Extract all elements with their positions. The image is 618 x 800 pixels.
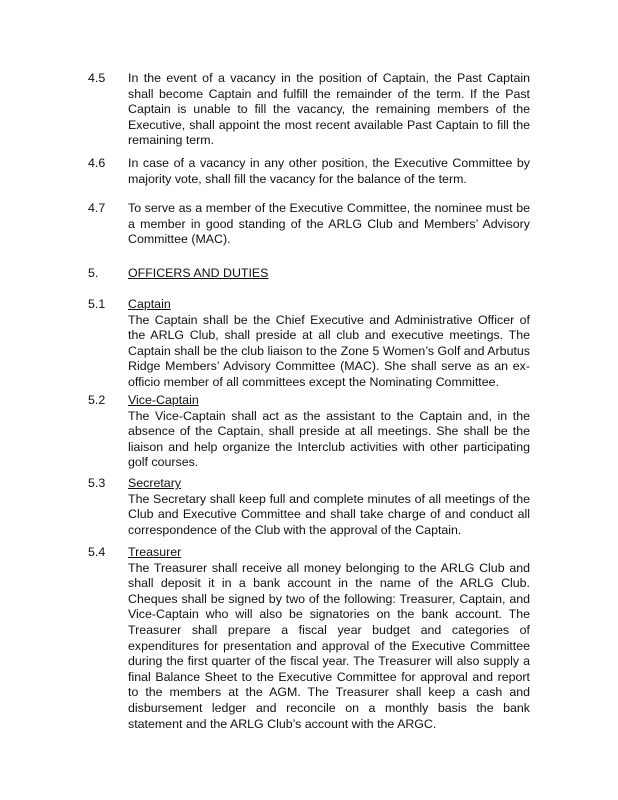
clause-number: 4.6: [88, 156, 106, 170]
clause-text: In case of a vacancy in any other position, the Executive Committee by majority vote, shall fill the vacancy for the balance of the term.: [128, 156, 530, 186]
clause-text: In the event of a vacancy in the position of Captain, the Past Captain shall become Captain and fulfill the remainder of the term. If the Past Captain is unable to fill the vacancy, the remaining members of the Executive, shall appoint the most recent available Past Captain to fill the remaining term.: [128, 71, 530, 148]
duty-number: 5.1: [88, 297, 106, 311]
duty-heading: Treasurer: [128, 545, 182, 559]
duty-text: The Vice-Captain shall act as the assistant to the Captain and, in the absence of the Captain, shall preside at all meetings. She shall be the liaison and help organize the Interclub activities with other participating golf courses.: [128, 408, 530, 470]
duty-heading: Secretary: [128, 476, 182, 490]
duty-vice-captain: [88, 393, 530, 471]
duty-heading: Vice-Captain: [128, 393, 199, 407]
clause-4-7: [88, 201, 530, 248]
duty-number: 5.2: [88, 393, 106, 407]
duty-captain: [88, 297, 530, 391]
clause-4-6: [88, 156, 530, 187]
clause-number: 4.5: [88, 71, 106, 85]
duty-treasurer: [88, 545, 530, 732]
duty-secretary: [88, 476, 530, 538]
section-heading: [88, 266, 530, 282]
section-title: OFFICERS AND DUTIES: [128, 266, 269, 280]
duty-text: The Secretary shall keep full and complete minutes of all meetings of the Club and Executive Committee and shall take charge of and conduct all correspondence of the Club with the approval of the Captain.: [128, 491, 530, 537]
clause-4-5: [88, 71, 530, 149]
duty-text: The Captain shall be the Chief Executive and Administrative Officer of the ARLG Club, shall preside at all club and executive meetings. The Captain shall be the club liaison to the Zone 5 Women’s Golf and Arbutus Ridge Members’ Advisory Committee (MAC). She shall serve as an ex-officio member of all committees except the Nominating Committee.: [128, 312, 530, 389]
duty-number: 5.4: [88, 545, 106, 559]
section-number: 5.: [88, 266, 99, 280]
duty-heading: Captain: [128, 297, 171, 311]
duty-number: 5.3: [88, 476, 106, 490]
clause-number: 4.7: [88, 201, 106, 215]
duty-text: The Treasurer shall receive all money belonging to the ARLG Club and shall deposit it in a bank account in the name of the ARLG Club. Cheques shall be signed by two of the following: Treasurer, Captain, and Vice-Captain who will also be signatories on the bank account. The Treasurer shall prepare a fiscal year budget and categories of expenditures for presentation and approval of the Executive Committee during the first quarter of the fiscal year. The Treasurer will also supply a final Balance Sheet to the Executive Committee for approval and report to the members at the AGM. The Treasurer shall keep a cash and disbursement ledger and reconcile on a monthly basis the bank statement and the ARLG Club’s account with the ARGC.: [128, 560, 530, 731]
clause-text: To serve as a member of the Executive Committee, the nominee must be a member in good standing of the ARLG Club and Members’ Advisory Committee (MAC).: [128, 201, 530, 247]
